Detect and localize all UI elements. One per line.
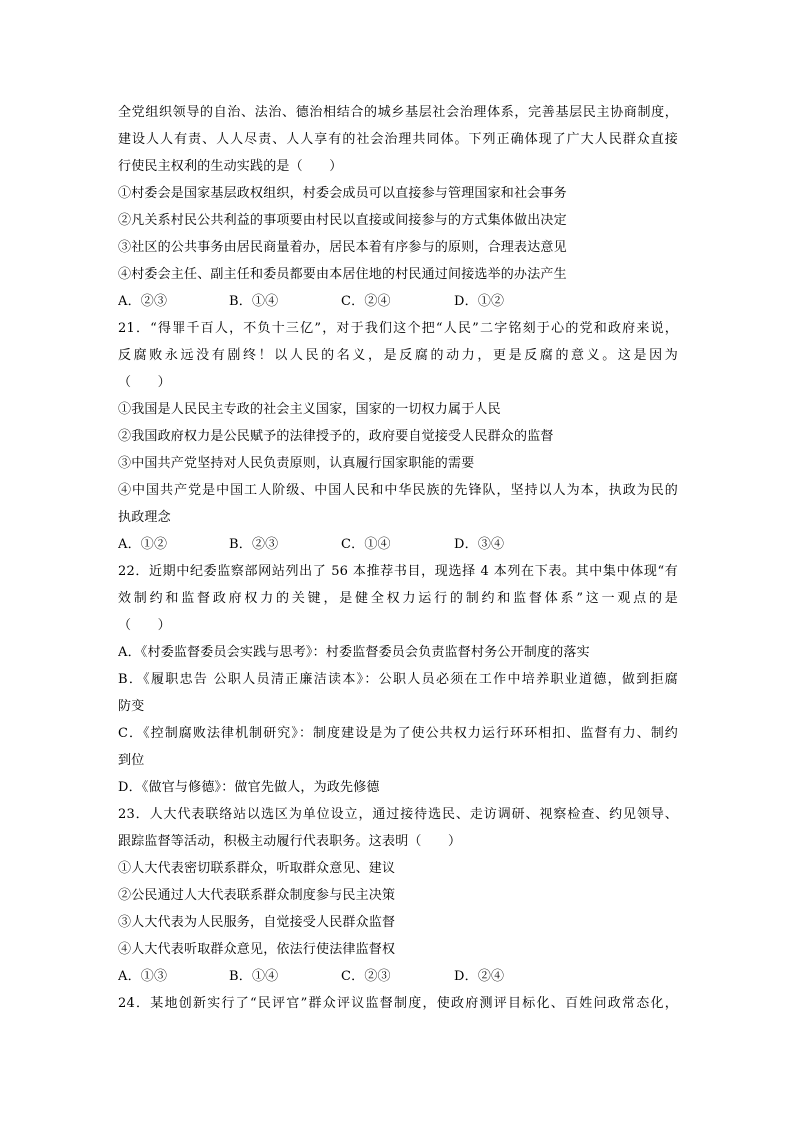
q23-option-c: C．②③	[341, 969, 391, 984]
q21-option-d: D．③④	[454, 537, 505, 552]
q20-option-b: B．①④	[229, 294, 279, 309]
q21-option-b: B．②③	[229, 537, 279, 552]
q23-stem-line-2: 跟踪监督等活动，积极主动履行代表职务。这表明（ ）	[118, 834, 462, 849]
q22-stem-line-2: 效制约和监督政府权力的关键，是健全权力运行的制约和监督体系”这一观点的是	[118, 591, 678, 606]
q21-option-a: A．①②	[118, 537, 168, 552]
q23-statement-1: ①人大代表密切联系群众，听取群众意见、建议	[118, 861, 396, 876]
q23-options	[118, 963, 678, 990]
q21-statement-1: ①我国是人民民主专政的社会主义国家，国家的一切权力属于人民	[118, 402, 501, 417]
question-23	[118, 801, 678, 990]
q22-stem-line-3: （ ）	[118, 618, 171, 633]
q23-statement-3: ③人大代表为人民服务，自觉接受人民群众监督	[118, 915, 396, 930]
q23-stem-line-1: 23．人大代表联络站以选区为单位设立，通过接待选民、走访调研、视察检查、约见领导、	[118, 807, 678, 822]
q20-stem-line-1: 全党组织领导的自治、法治、德治相结合的城乡基层社会治理体系，完善基层民主协商制度，	[118, 105, 678, 120]
q20-options	[118, 288, 678, 315]
q20-statement-1: ①村委会是国家基层政权组织，村委会成员可以直接参与管理国家和社会事务	[118, 186, 567, 201]
q21-stem-line-2: 反腐败永远没有剧终！以人民的名义，是反腐的动力，更是反腐的意义。这是因为	[118, 348, 678, 363]
q21-statement-2: ②我国政府权力是公民赋予的法律授予的，政府要自觉接受人民群众的监督	[118, 429, 554, 444]
q21-option-c: C．①④	[341, 537, 391, 552]
q20-option-c: C．②④	[341, 294, 391, 309]
q20-statement-2: ②凡关系村民公共利益的事项要由村民以直接或间接参与的方式集体做出决定	[118, 213, 567, 228]
question-21	[118, 315, 678, 558]
q20-statement-3: ③社区的公共事务由居民商量着办，居民本着有序参与的原则，合理表达意见	[118, 240, 567, 255]
page-content	[118, 99, 678, 1017]
q20-option-d: D．①②	[454, 294, 505, 309]
q23-statement-4: ④人大代表听取群众意见，依法行使法律监督权	[118, 942, 396, 957]
q22-option-b: B．《履职忠告 公职人员清正廉洁读本》：公职人员必须在工作中培养职业道德，做到拒腐	[118, 672, 678, 687]
q21-statement-4: ④中国共产党是中国工人阶级、中国人民和中华民族的先锋队，坚持以人为本，执政为民的	[118, 483, 678, 498]
q23-option-b: B．①④	[229, 969, 279, 984]
q22-stem-line-1: 22．近期中纪委监察部网站列出了 56 本推荐书目，现选择 4 本列在下表。其中集中体现“有	[118, 564, 678, 579]
question-20	[118, 99, 678, 315]
q20-option-a: A．②③	[118, 294, 168, 309]
q21-statement-4-cont: 执政理念	[118, 510, 171, 525]
question-24	[118, 990, 678, 1017]
q21-stem-line-3: （ ）	[118, 375, 171, 390]
q20-statement-4: ④村委会主任、副主任和委员都要由本居住地的村民通过间接选举的办法产生	[118, 267, 567, 282]
q22-option-c-cont: 到位	[118, 753, 145, 768]
q21-statement-3: ③中国共产党坚持对人民负责原则，认真履行国家职能的需要	[118, 456, 475, 471]
q24-stem-line-1: 24．某地创新实行了“民评官”群众评议监督制度，使政府测评目标化、百姓问政常态化，	[118, 996, 678, 1011]
q23-statement-2: ②公民通过人大代表联系群众制度参与民主决策	[118, 888, 396, 903]
q23-option-a: A．①③	[118, 969, 168, 984]
q21-stem-line-1: 21．“得罪千百人，不负十三亿”，对于我们这个把“人民”二字铭刻于心的党和政府来说，	[118, 321, 678, 336]
q20-stem-line-2: 建设人人有责、人人尽责、人人享有的社会治理共同体。下列正确体现了广大人民群众直接	[118, 132, 678, 147]
q20-stem-line-3: 行使民主权利的生动实践的是（ ）	[118, 159, 343, 174]
q21-options	[118, 531, 678, 558]
q22-option-c: C．《控制腐败法律机制研究》：制度建设是为了使公共权力运行环环相扣、监督有力、制约	[118, 726, 678, 741]
q22-option-d: D．《做官与修德》：做官先做人，为政先修德	[118, 780, 380, 795]
q22-option-b-cont: 防变	[118, 699, 145, 714]
question-22	[118, 558, 678, 801]
q22-option-a: A．《村委监督委员会实践与思考》：村委监督委员会负责监督村务公开制度的落实	[118, 645, 590, 660]
q23-option-d: D．②④	[454, 969, 505, 984]
